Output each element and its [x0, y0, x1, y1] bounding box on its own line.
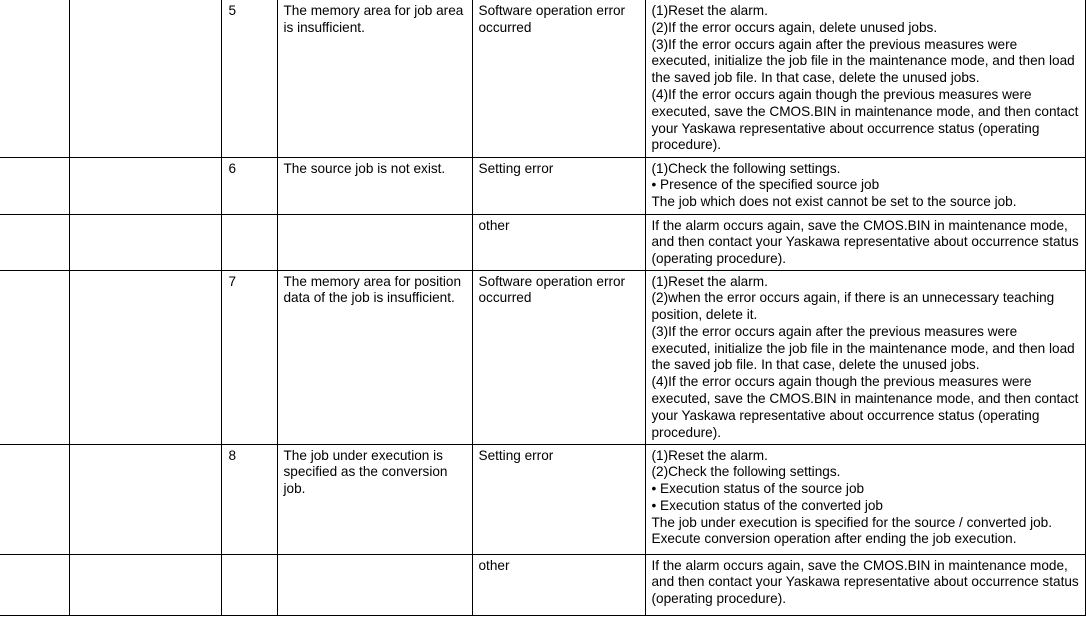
alarm-code-cell — [0, 554, 69, 615]
table-row — [0, 0, 1085, 157]
meaning-cell: The source job is not exist. — [277, 157, 472, 214]
alarm-name-cell — [69, 214, 221, 270]
sub-code-cell: 5 — [221, 0, 277, 157]
remedy-line: (3)If the error occurs again after the previous measures were executed, initialize the job file in the maintenance mode, and then load the saved job file. In that case, delete the unused jobs. — [651, 323, 1075, 373]
remedy-line: (2)If the error occurs again, delete unused jobs. — [651, 19, 938, 35]
alarm-code-cell — [0, 444, 69, 554]
cause-cell: other — [472, 554, 645, 615]
alarm-name-cell — [69, 0, 221, 157]
remedy-line: The job which does not exist cannot be set to the source job. — [651, 194, 1017, 210]
alarm-code-cell — [0, 214, 69, 270]
remedy-bullet: • Presence of the specified source job — [651, 177, 880, 193]
sub-code-cell — [221, 214, 277, 270]
remedy-bullet: • Execution status of the converted job — [651, 497, 883, 513]
remedy-bullet: • Execution status of the source job — [651, 481, 865, 497]
alarm-code-cell — [0, 270, 69, 444]
sub-code-cell: 6 — [221, 157, 277, 214]
table-row — [0, 444, 1085, 554]
table-row — [0, 270, 1085, 444]
meaning-cell: The memory area for job area is insufficient. — [277, 0, 472, 157]
sub-code-cell: 7 — [221, 270, 277, 444]
alarm-code-cell — [0, 157, 69, 214]
remedy-cell — [645, 444, 1085, 554]
table-row — [0, 157, 1085, 214]
meaning-cell — [277, 554, 472, 615]
sub-code-cell: 8 — [221, 444, 277, 554]
remedy-line: (1)Reset the alarm. — [651, 3, 768, 18]
alarm-name-cell — [69, 270, 221, 444]
remedy-line: The job under execution is specified for the source / converted job. Execute conversion operation after ending the job execution. — [651, 514, 1052, 547]
table-row — [0, 214, 1085, 270]
cause-cell: other — [472, 214, 645, 270]
remedy-line: (2)Check the following settings. — [651, 464, 841, 480]
remedy-line: (4)If the error occurs again though the previous measures were executed, save the CMOS.BIN in maintenance mode, and then contact your Yaskawa representative about occurrence status (operating procedure). — [651, 374, 1079, 440]
remedy-line: (1)Check the following settings. — [651, 160, 841, 176]
remedy-cell — [645, 214, 1085, 270]
cause-cell: Setting error — [472, 444, 645, 554]
remedy-line: (3)If the error occurs again after the previous measures were executed, initialize the job file in the maintenance mode, and then load the saved job file. In that case, delete the unused jobs. — [651, 36, 1075, 86]
remedy-cell — [645, 0, 1085, 157]
alarm-name-cell — [69, 444, 221, 554]
remedy-line: (1)Reset the alarm. — [651, 273, 768, 289]
alarm-name-cell — [69, 157, 221, 214]
meaning-cell: The memory area for position data of the job is insufficient. — [277, 270, 472, 444]
alarm-code-cell — [0, 0, 69, 157]
table-row — [0, 554, 1085, 615]
remedy-cell — [645, 554, 1085, 615]
remedy-cell — [645, 270, 1085, 444]
remedy-line: If the alarm occurs again, save the CMOS.BIN in maintenance mode, and then contact your Yaskawa representative about occurrence status (operating procedure). — [651, 557, 1079, 607]
meaning-cell — [277, 214, 472, 270]
alarm-name-cell — [69, 554, 221, 615]
meaning-cell: The job under execution is specified as the conversion job. — [277, 444, 472, 554]
remedy-line: (2)when the error occurs again, if there is an unnecessary teaching position, delete it. — [651, 290, 1055, 323]
remedy-cell — [645, 157, 1085, 214]
sub-code-cell — [221, 554, 277, 615]
remedy-line: If the alarm occurs again, save the CMOS.BIN in maintenance mode, and then contact your Yaskawa representative about occurrence status (operating procedure). — [651, 217, 1079, 267]
cause-cell: Setting error — [472, 157, 645, 214]
cause-cell: Software operation error occurred — [472, 270, 645, 444]
cause-cell: Software operation error occurred — [472, 0, 645, 157]
remedy-line: (4)If the error occurs again though the previous measures were executed, save the CMOS.BIN in maintenance mode, and then contact your Yaskawa representative about occurrence status (operating procedure). — [651, 86, 1079, 153]
remedy-line: (1)Reset the alarm. — [651, 447, 768, 463]
